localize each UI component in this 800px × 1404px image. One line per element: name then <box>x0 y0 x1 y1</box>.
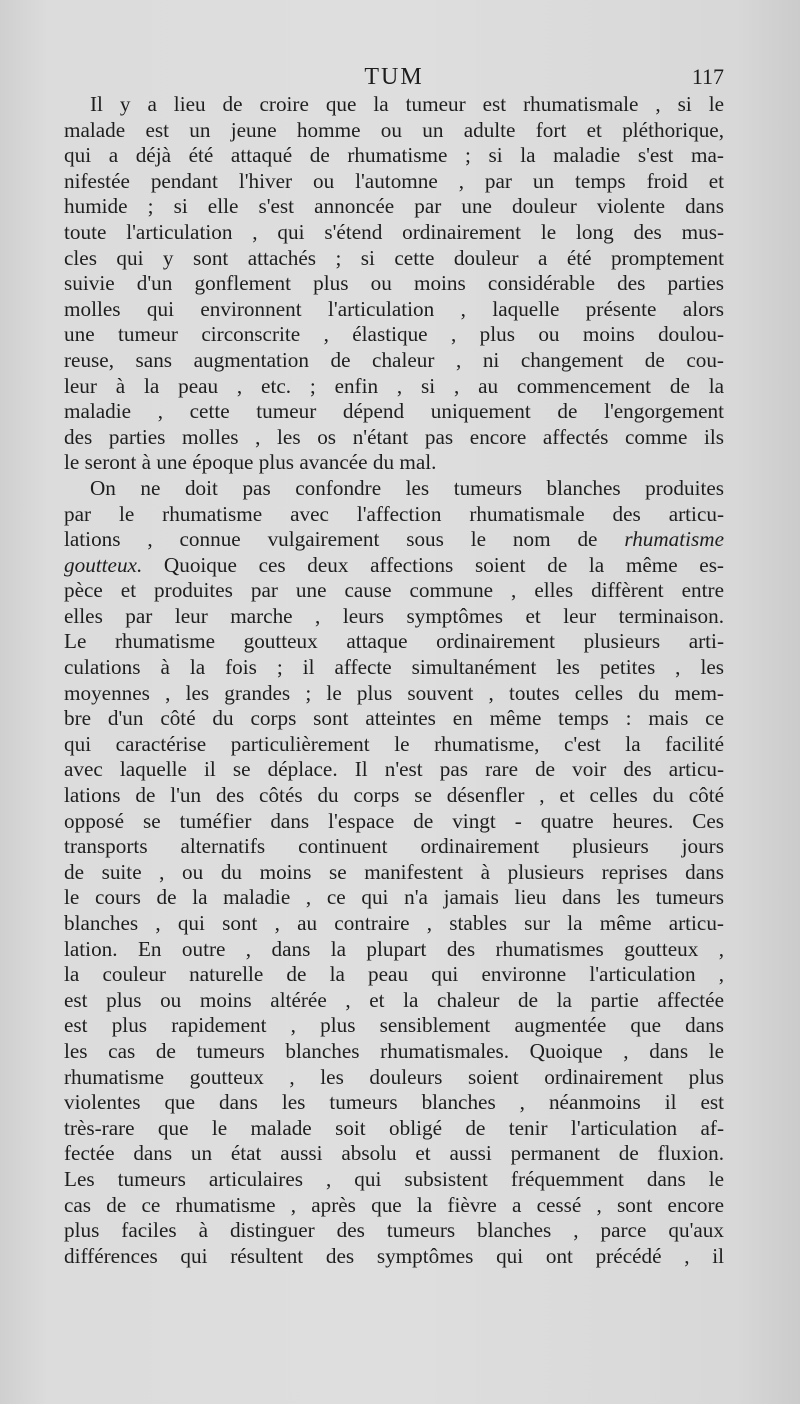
text-line: maladie , cette tumeur dépend uniquement de l'engorgement <box>64 399 724 424</box>
italic-term: goutteux. <box>64 552 143 577</box>
text-line: avec laquelle il se déplace. Il n'est pas rare de voir des articu- <box>64 757 724 782</box>
text-line: rhumatisme goutteux , les douleurs soient ordinairement plus <box>64 1064 724 1089</box>
text-line: moyennes , les grandes ; le plus souvent , toutes celles du mem- <box>64 680 724 705</box>
text-line: goutteux. Quoique ces deux affections soient de la même es- <box>64 552 724 577</box>
text-line: molles qui environnent l'articulation , laquelle présente alors <box>64 296 724 321</box>
text-line: reuse, sans augmentation de chaleur , ni changement de cou- <box>64 347 724 372</box>
text-line: pèce et produites par une cause commune , elles diffèrent entre <box>64 578 724 603</box>
text-line: humide ; si elle s'est annoncée par une douleur violente dans <box>64 194 724 219</box>
page-header <box>64 60 724 94</box>
running-head: TUM <box>364 64 424 90</box>
text-line: cles qui y sont attachés ; si cette douleur a été promptement <box>64 245 724 270</box>
text-line: le seront à une époque plus avancée du mal. <box>64 450 437 475</box>
text-line: différences qui résultent des symptômes qui ont précédé , il <box>64 1243 724 1268</box>
body-text <box>64 92 724 1269</box>
italic-term: rhumatisme <box>624 527 724 552</box>
page-number: 117 <box>691 64 724 89</box>
text-line: des parties molles , les os n'étant pas encore affectés comme ils <box>64 424 724 449</box>
text-line: leur à la peau , etc. ; enfin , si , au commencement de la <box>64 373 724 398</box>
text-line: la couleur naturelle de la peau qui environne l'articulation , <box>64 962 724 987</box>
text-line: transports alternatifs continuent ordinairement plusieurs jours <box>64 834 724 859</box>
text-line: par le rhumatisme avec l'affection rhumatismale des articu- <box>64 501 724 526</box>
text-line: On ne doit pas confondre les tumeurs blanches produites <box>90 475 724 500</box>
text-line: les cas de tumeurs blanches rhumatismales. Quoique , dans le <box>64 1038 724 1063</box>
text-line: est plus rapidement , plus sensiblement augmentée que dans <box>64 1013 724 1038</box>
text-line: qui a déjà été attaqué de rhumatisme ; si la maladie s'est ma- <box>64 143 724 168</box>
text-line: Les tumeurs articulaires , qui subsistent fréquemment dans le <box>64 1166 724 1191</box>
text-line: culations à la fois ; il affecte simultanément les petites , les <box>64 655 724 680</box>
text-line: plus faciles à distinguer des tumeurs blanches , parce qu'aux <box>64 1218 724 1243</box>
text-line: toute l'articulation , qui s'étend ordinairement le long des mus- <box>64 219 724 244</box>
text-line: Il y a lieu de croire que la tumeur est rhumatismale , si le <box>90 92 724 116</box>
text-line: lations de l'un des côtés du corps se désenfler , et celles du côté <box>64 783 724 808</box>
text-line: le cours de la maladie , ce qui n'a jamais lieu dans les tumeurs <box>64 885 724 910</box>
paragraph-2 <box>64 476 724 1269</box>
text-line: blanches , qui sont , au contraire , stables sur la même articu- <box>64 911 724 935</box>
text-line: une tumeur circonscrite , élastique , plus ou moins doulou- <box>64 322 724 347</box>
text-line <box>64 527 724 553</box>
text-line: qui caractérise particulièrement le rhumatisme, c'est la facilité <box>64 731 724 756</box>
text-segment: lations , connue vulgairement sous le nom de <box>64 527 625 552</box>
text-line: nifestée pendant l'hiver ou l'automne , par un temps froid et <box>64 168 724 193</box>
text-line: violentes que dans les tumeurs blanches , néanmoins il est <box>64 1090 724 1115</box>
text-line: de suite , ou du moins se manifestent à plusieurs reprises dans <box>64 859 724 884</box>
text-line: bre d'un côté du corps sont atteintes en même temps : mais ce <box>64 706 724 731</box>
text-line: opposé se tuméfier dans l'espace de vingt - quatre heures. Ces <box>64 808 724 833</box>
text-line: fectée dans un état aussi absolu et aussi permanent de fluxion. <box>64 1141 724 1166</box>
paragraph-1 <box>64 92 724 476</box>
text-line: est plus ou moins altérée , et la chaleur de la partie affectée <box>64 987 724 1012</box>
text-line: Le rhumatisme goutteux attaque ordinairement plusieurs arti- <box>64 629 724 654</box>
text-line: suivie d'un gonflement plus ou moins considérable des parties <box>64 271 724 296</box>
text-line: lation. En outre , dans la plupart des rhumatismes goutteux , <box>64 936 724 961</box>
text-line: très-rare que le malade soit obligé de tenir l'articulation af- <box>64 1115 724 1140</box>
text-line: malade est un jeune homme ou un adulte fort et pléthorique, <box>64 117 724 142</box>
text-line: cas de ce rhumatisme , après que la fièvre a cessé , sont encore <box>64 1192 724 1217</box>
text-line: elles par leur marche , leurs symptômes et leur terminaison. <box>64 603 724 628</box>
